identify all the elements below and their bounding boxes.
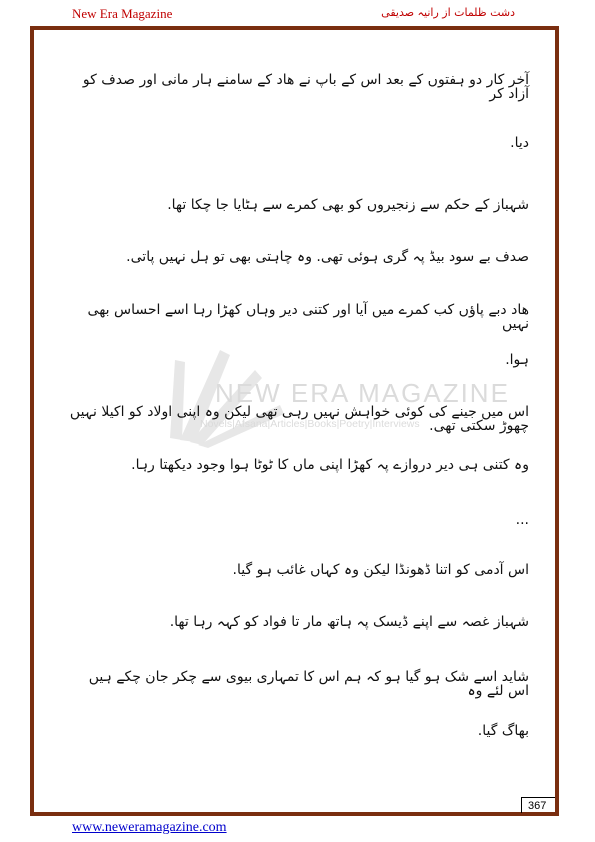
text-line: بھاگ گیا. [477, 723, 529, 739]
text-line: دیا. [510, 135, 529, 151]
book-title: دشت ظلمات از رانیہ صدیقی [381, 6, 515, 19]
text-line: اس آدمی کو اتنا ڈھونڈا لیکن وہ کہاں غائب ہو گیا. [232, 562, 529, 578]
scene-break: ... [515, 512, 529, 528]
magazine-name: New Era Magazine [72, 6, 173, 21]
text-line: شہباز غصہ سے اپنے ڈیسک پہ ہاتھ مار تا فواد کو کہہ رہا تھا. [169, 614, 529, 630]
watermark-subtitle: Novels|Afsana|Articles|Books|Poetry|Interviews [200, 418, 420, 430]
text-line: صدف بے سود بیڈ پہ گری ہوئی تھی. وہ چاہتی بھی تو ہل نہیں پاتی. [126, 249, 529, 265]
text-line: شاید اسے شک ہو گیا ہو کہ ہم اس کا تمہاری بیوی سے چکر جان چکے ہیں اس لئے وہ [88, 669, 529, 699]
text-line: وہ کتنی ہی دیر دروازے پہ کھڑا اپنی ماں کا ٹوٹا ہوا وجود دیکھتا رہا. [131, 457, 529, 473]
footer-link[interactable]: www.neweramagazine.com [72, 820, 227, 835]
page-number: 367 [521, 797, 555, 813]
text-line: شہباز کے حکم سے زنجیروں کو بھی کمرے سے ہٹایا جا چکا تھا. [167, 197, 529, 213]
text-line: ہوا. [505, 352, 529, 368]
text-line: آخر کار دو ہفتوں کے بعد اس کے باپ نے ھاد کے سامنے ہار مانی اور صدف کو آزاد کر [82, 72, 529, 102]
text-line: ھاد دبے پاؤں کب کمرے میں آیا اور کتنی دیر وہاں کھڑا رہا اسے احساس بھی نہیں [87, 302, 529, 332]
text-line: اس میں جینے کی کوئی خواہش نہیں رہی تھی لیکن وہ اپنی اولاد کو اکیلا نہیں چھوڑ سکتی تھی. [69, 404, 529, 434]
watermark-title: NEW ERA MAGAZINE [215, 378, 510, 408]
